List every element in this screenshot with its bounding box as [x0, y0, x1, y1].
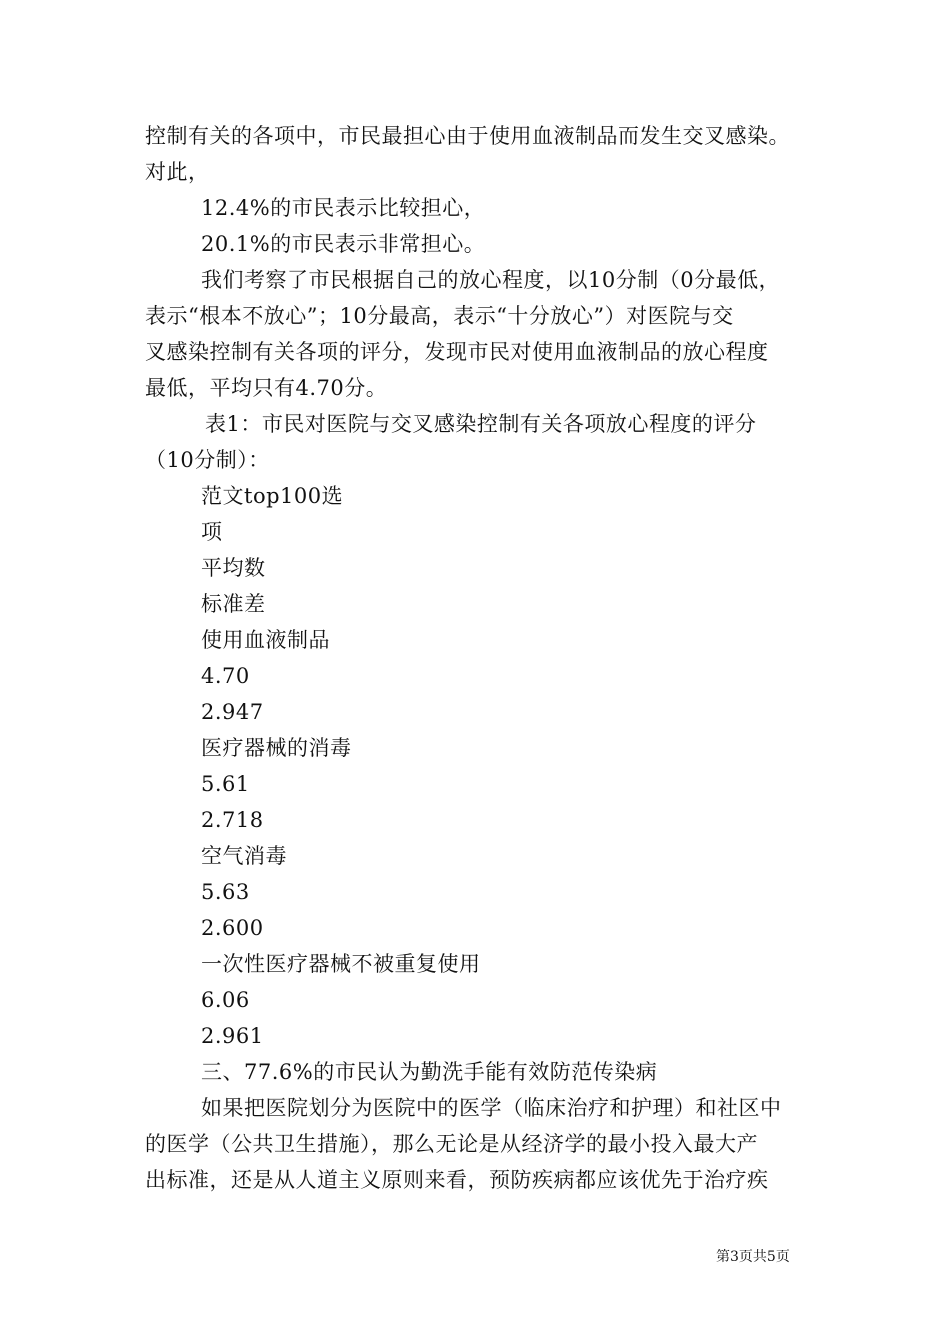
body-text-line: 出标准，还是从人道主义原则来看，预防疾病都应该优先于治疗疾	[145, 1168, 769, 1192]
body-text-line: 我们考察了市民根据自己的放心程度，以10分制（0分最低，	[201, 268, 781, 292]
table-item: 项	[201, 520, 223, 544]
table-caption: （10分制）：	[145, 448, 270, 472]
table-item: 6.06	[201, 988, 250, 1012]
table-item: 平均数	[201, 556, 266, 580]
body-text-line: 对此，	[145, 160, 210, 184]
table-item: 医疗器械的消毒	[201, 736, 352, 760]
table-item: 2.961	[201, 1024, 264, 1048]
table-item: 使用血液制品	[201, 628, 330, 652]
body-text-line: 如果把医院划分为医院中的医学（临床治疗和护理）和社区中	[201, 1096, 782, 1120]
table-item: 5.61	[201, 772, 250, 796]
table-item: 2.718	[201, 808, 264, 832]
table-item: 2.600	[201, 916, 264, 940]
page-footer: 第3页共5页	[716, 1249, 790, 1265]
table-item: 2.947	[201, 700, 264, 724]
table-item: 标准差	[201, 592, 266, 616]
table-item: 空气消毒	[201, 844, 287, 868]
table-item: 4.70	[201, 664, 250, 688]
body-text-line: 叉感染控制有关各项的评分，发现市民对使用血液制品的放心程度	[145, 340, 769, 364]
body-text-line: 表示“根本不放心”；10分最高，表示“十分放心”）对医院与交	[145, 304, 734, 328]
table-item: 5.63	[201, 880, 250, 904]
section-heading: 三、77.6%的市民认为勤洗手能有效防范传染病	[201, 1060, 658, 1084]
table-item: 范文top100选	[201, 484, 344, 508]
table-item: 一次性医疗器械不被重复使用	[201, 952, 481, 976]
body-text-line: 的医学（公共卫生措施），那么无论是从经济学的最小投入最大产	[145, 1132, 758, 1156]
body-text-line: 控制有关的各项中，市民最担心由于使用血液制品而发生交叉感染。	[145, 124, 790, 148]
body-text-line: 最低，平均只有4.70分。	[145, 376, 388, 400]
body-text-line: 20.1%的市民表示非常担心。	[201, 232, 486, 256]
body-text-line: 12.4%的市民表示比较担心，	[201, 196, 486, 220]
table-caption: 表1：市民对医院与交叉感染控制有关各项放心程度的评分	[205, 412, 757, 436]
